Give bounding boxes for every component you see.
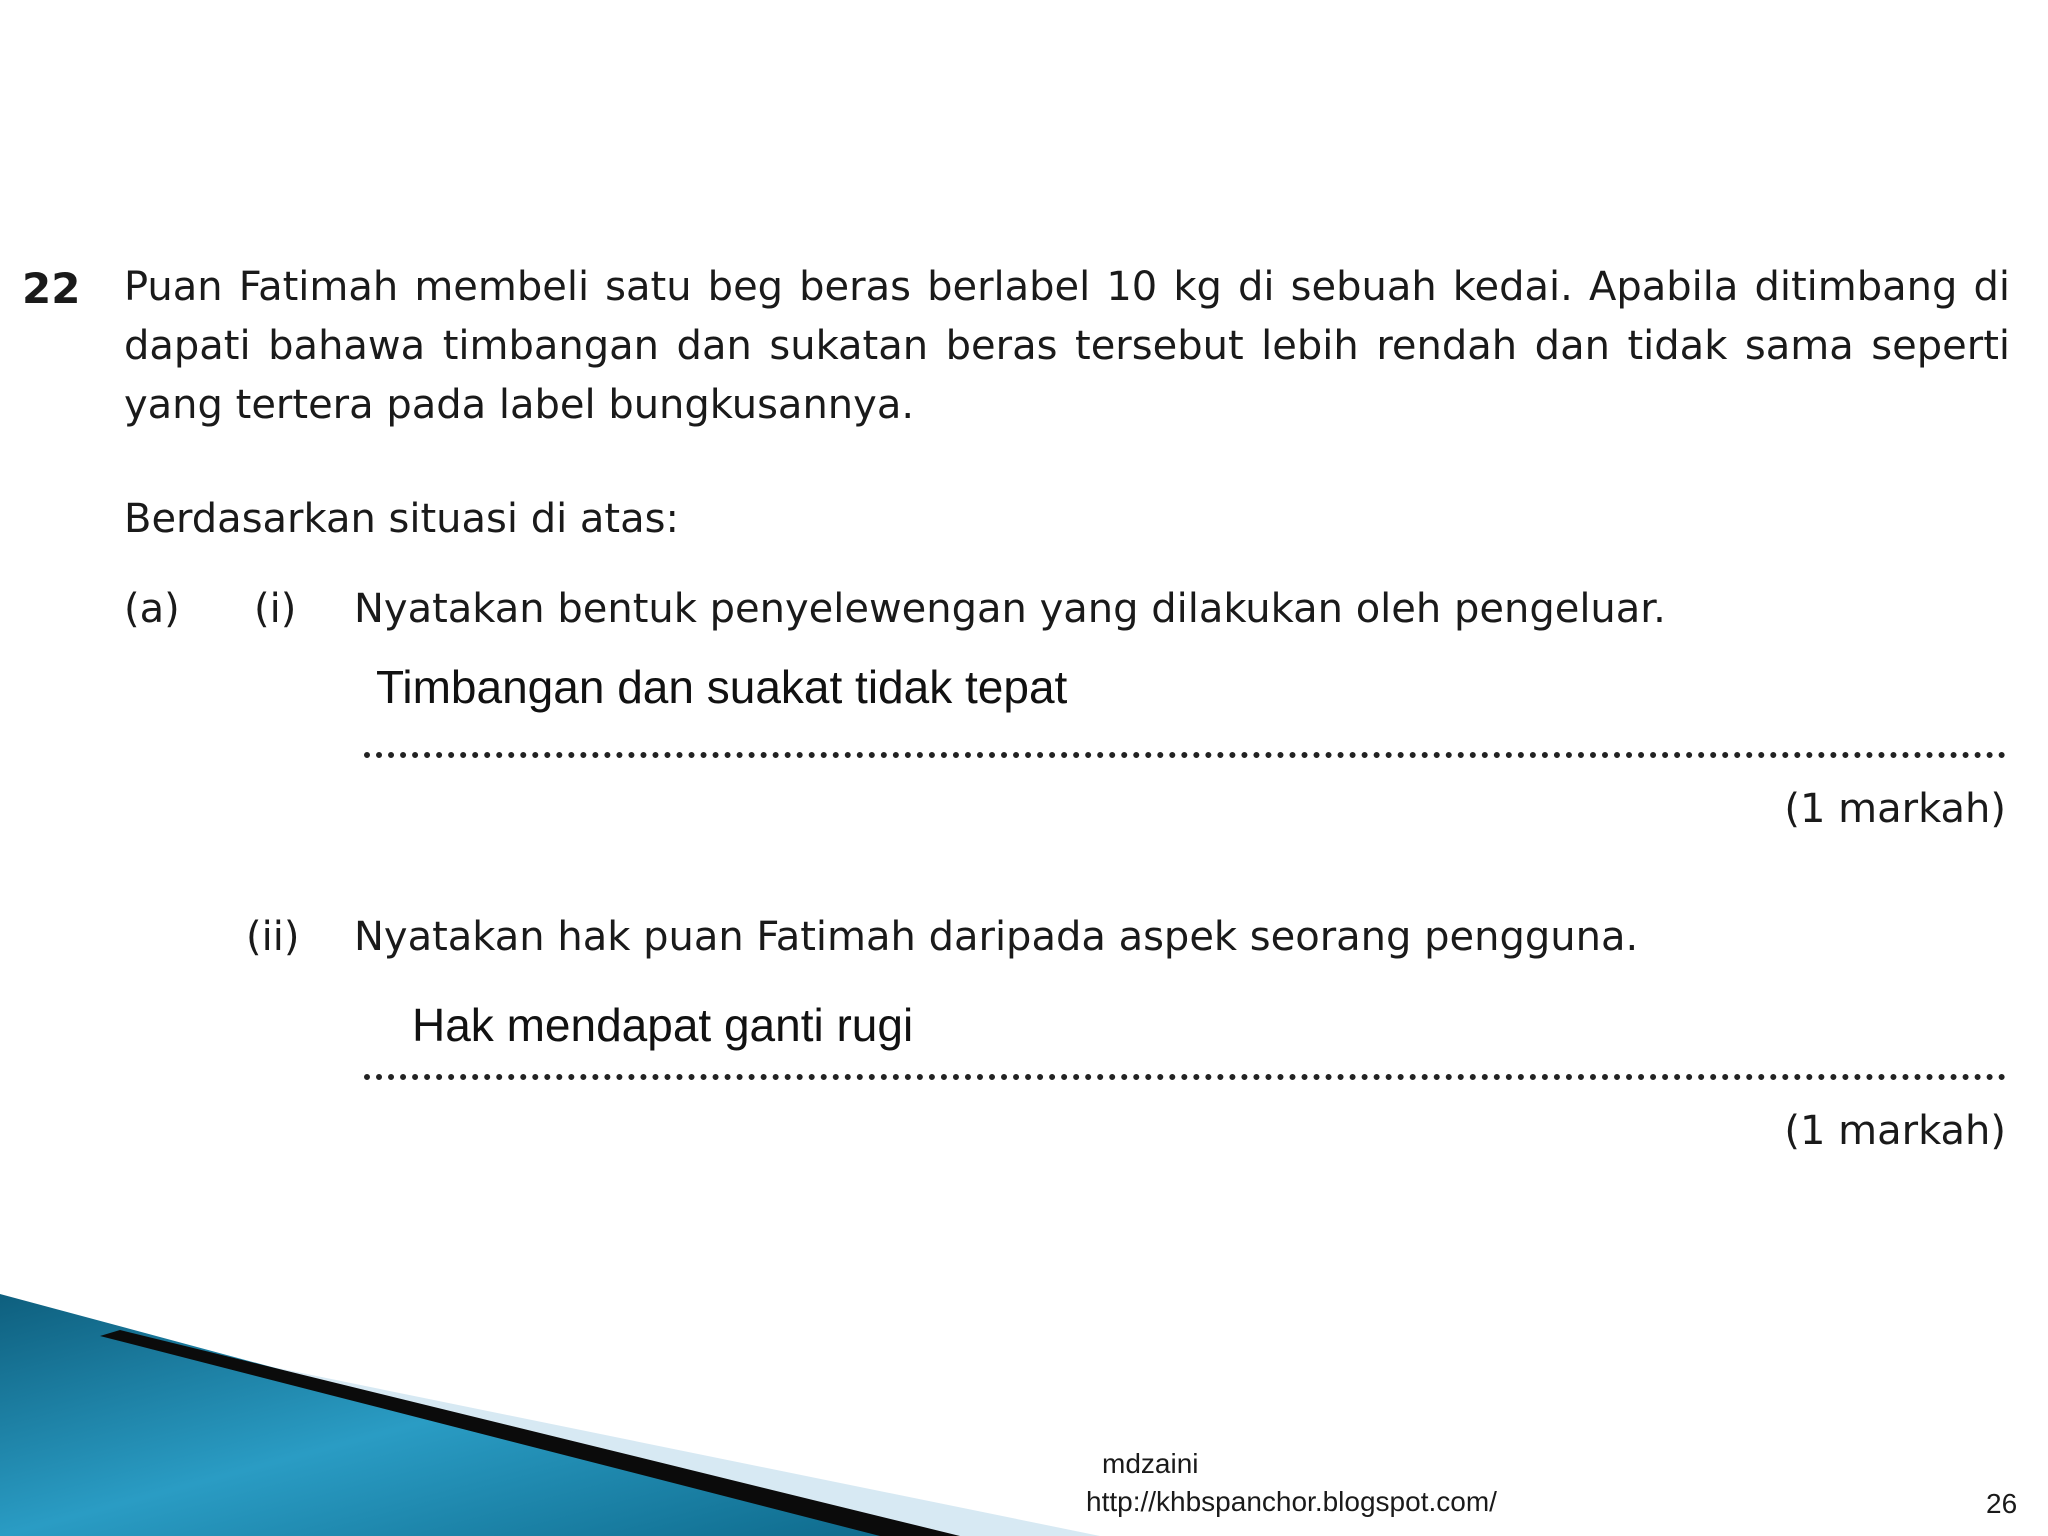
sub-ii-answer-line [364,1074,2006,1080]
sub-i-marks: (1 markah) [1784,786,2006,832]
question-basis: Berdasarkan situasi di atas: [124,496,679,542]
sub-i-question: Nyatakan bentuk penyelewengan yang dilakukan oleh pengeluar. [354,586,1666,632]
sub-ii-label: (ii) [246,914,300,960]
footer-author: mdzaini [1102,1448,1199,1479]
question-stem: Puan Fatimah membeli satu beg beras berlabel 10 kg di sebuah kedai. Apabila ditimbang di dapati bahawa timbangan dan sukatan beras tersebut lebih rendah dan tidak sama seperti yang tertera pada label bungkusannya. [124,264,2010,428]
question-number: 22 [22,264,81,313]
sub-ii-marks: (1 markah) [1784,1108,2006,1154]
sub-i-answer: Timbangan dan suakat tidak tepat [376,661,1068,713]
footer-url[interactable]: http://khbspanchor.blogspot.com/ [1086,1486,1497,1517]
sub-i-label: (i) [254,586,297,632]
sub-ii-answer: Hak mendapat ganti rugi [412,999,914,1051]
part-a-label: (a) [124,586,180,632]
page-number: 26 [1986,1488,2018,1519]
sub-ii-question: Nyatakan hak puan Fatimah daripada aspek seorang pengguna. [354,914,1639,960]
sub-i-answer-line [364,752,2006,758]
